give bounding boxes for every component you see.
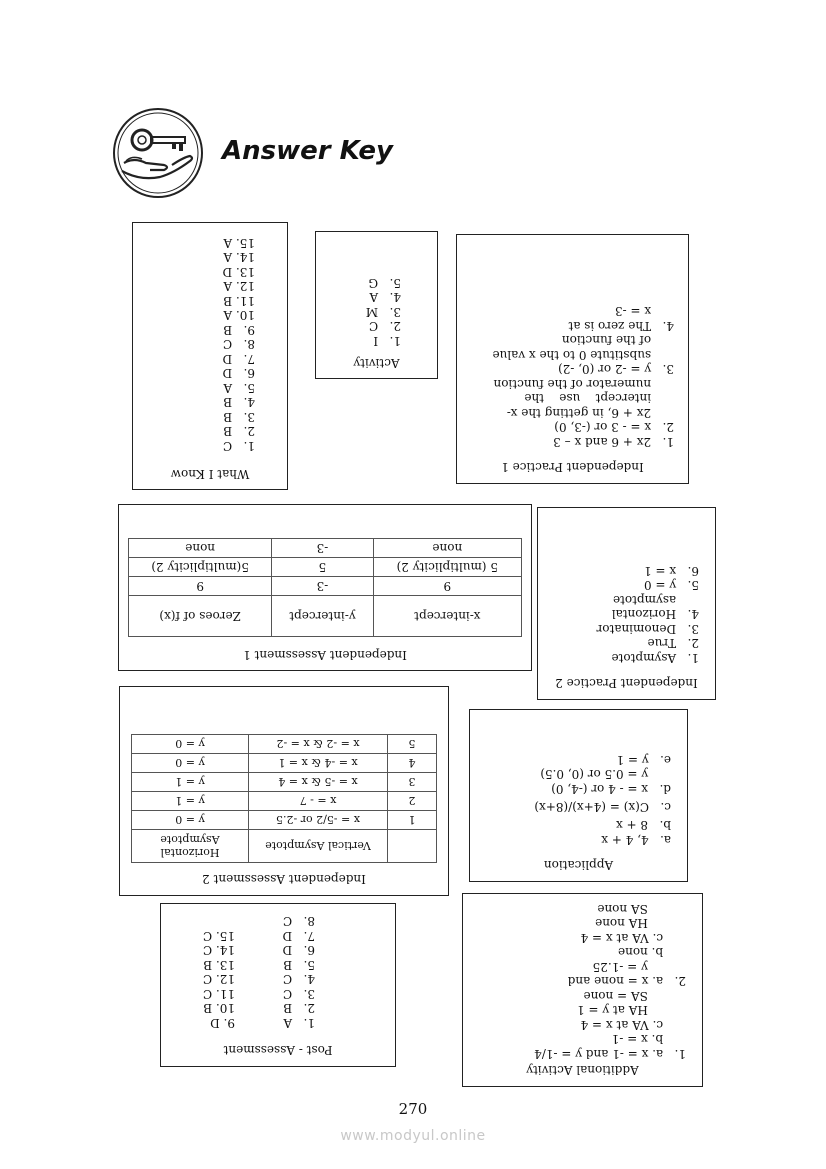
table-header: Horizontal Asymptote — [132, 830, 249, 863]
list-item: 2. x = - 3 or (-3, 0) — [554, 420, 674, 435]
page-title: Answer Key — [222, 136, 393, 166]
list-item: of the function — [561, 333, 674, 348]
list-item: b. 8 + x — [615, 818, 671, 833]
list-item: 7. D — [282, 929, 315, 943]
list-item: y = 0.5 or (0, 0.5) — [540, 767, 671, 782]
independent-assessment-1-box — [118, 504, 532, 671]
list-item: asymptote — [612, 593, 699, 607]
table-cell: 2 — [388, 792, 437, 811]
independent-practice-1-title: Independent Practice 1 — [501, 460, 644, 474]
independent-practice-1-list — [492, 304, 674, 449]
activity-list — [366, 276, 401, 349]
list-item: 1. 2x + 6 and x – 3 — [553, 435, 674, 449]
application-box — [469, 709, 688, 882]
list-item: 14. A — [223, 250, 255, 265]
list-item: 5. B — [283, 958, 315, 972]
post-assessment-box — [160, 903, 396, 1067]
list-item: HA none — [595, 916, 686, 931]
list-item: 12. A — [223, 279, 255, 294]
post-assessment-title: Post - Assessment — [223, 1043, 333, 1057]
list-item: intercept use the — [524, 391, 674, 406]
list-item: 9. B — [223, 323, 255, 337]
table-cell: 5 (multiplicity 2) — [373, 558, 521, 577]
table-cell: x = - 7 — [249, 792, 388, 811]
list-item: 1. I — [373, 334, 401, 348]
watermark: www.modyul.online — [340, 1128, 486, 1144]
table-cell: y = 0 — [132, 811, 249, 830]
list-item: d. x = - 4 or (-4, 0) — [551, 782, 671, 796]
table-header: Vertical Asymptote — [249, 830, 388, 863]
list-item: 1. C — [222, 439, 255, 453]
list-item: 10. B — [203, 1001, 235, 1016]
independent-practice-1-box — [456, 234, 689, 484]
independent-assessment-1-title: Independent Assessment 1 — [243, 648, 407, 662]
list-item: b. none — [618, 945, 686, 960]
list-item: 2x + 6, in getting the x- — [506, 406, 674, 420]
list-item: 8. C — [282, 914, 315, 929]
table-cell: y = 1 — [132, 792, 249, 811]
table-cell: 5 — [272, 558, 373, 577]
table-header: y-intercept — [272, 596, 373, 637]
list-item: 4. A — [369, 290, 401, 305]
table-cell: 1 — [388, 811, 437, 830]
list-item: 2. B — [283, 1001, 315, 1016]
table-cell: y = 1 — [132, 773, 249, 792]
list-item: 3. y = -2 or (0, -2) — [558, 362, 674, 377]
list-item: 4. The zero is at — [568, 319, 674, 333]
list-item: 11. B — [223, 294, 255, 308]
table-cell: x = -4 & x = 1 — [249, 754, 388, 773]
independent-assessment-1-table — [128, 538, 522, 637]
list-item: 6. D — [222, 366, 255, 381]
list-item: 9. D — [210, 1016, 235, 1030]
list-item: c. VA at x = 4 — [580, 1018, 686, 1032]
independent-practice-2-title: Independent Practice 2 — [555, 676, 698, 690]
list-item: 3. M — [365, 305, 401, 319]
list-item: SA none — [597, 902, 686, 916]
list-item: 2. B — [223, 424, 255, 439]
list-item: 1. a. x = -1 and y = -1/4 — [534, 1047, 686, 1061]
independent-assessment-2-table — [131, 734, 437, 863]
additional-activity-list — [534, 902, 686, 1062]
application-title: Application — [543, 858, 614, 872]
list-item: 6. x = 1 — [644, 564, 699, 578]
application-list — [534, 753, 671, 848]
table-cell: 9 — [373, 577, 521, 596]
page-number: 270 — [398, 1100, 428, 1118]
what-i-know-title: What I Know — [170, 467, 250, 481]
table-cell: -3 — [272, 577, 373, 596]
list-item: SA = none — [583, 989, 686, 1003]
list-item: 15. A — [223, 236, 255, 250]
list-item: numerator of the function — [493, 377, 674, 391]
list-item: 3. C — [282, 987, 315, 1001]
table-cell: y = 0 — [132, 735, 249, 754]
list-item: 2. a. x = none and — [567, 974, 686, 989]
activity-title: Activity — [353, 356, 400, 370]
additional-activity-title: Additional Activity — [526, 1063, 639, 1077]
independent-practice-2-box — [537, 507, 716, 700]
list-item: 7. D — [222, 352, 255, 366]
table-cell: x = -5/2 or -2.5 — [249, 811, 388, 830]
list-item: 3. Denominator — [596, 622, 699, 636]
list-item: y = -1.25 — [592, 960, 686, 974]
post-assessment-col-2 — [203, 929, 235, 1031]
list-item: 11. C — [202, 987, 235, 1001]
list-item: 12. C — [202, 972, 235, 987]
list-item: 2. True — [647, 636, 699, 651]
list-item: 5. y = 0 — [644, 578, 699, 593]
list-item: 13. B — [203, 958, 235, 972]
table-cell: x = -2 & x = -2 — [249, 735, 388, 754]
list-item: e. y = 1 — [616, 753, 671, 767]
independent-assessment-2-box — [119, 686, 449, 896]
list-item: 13. D — [222, 265, 255, 279]
table-header: x-intercept — [373, 596, 521, 637]
activity-box — [315, 231, 438, 379]
table-header: Zeroes of f(x) — [129, 596, 272, 637]
independent-practice-2-list — [597, 564, 699, 666]
list-item: 1. Asymptote — [611, 651, 699, 665]
table-header — [388, 830, 437, 863]
table-cell: 5 — [388, 735, 437, 754]
list-item: b. x = -1 — [611, 1032, 686, 1047]
list-item: 2. C — [368, 319, 401, 334]
table-cell: 5(multiplicity 2) — [129, 558, 272, 577]
list-item: 4. B — [223, 395, 255, 410]
list-item: 6. D — [282, 943, 315, 958]
what-i-know-list — [222, 236, 255, 454]
list-item: c. VA at x = 4 — [580, 931, 686, 945]
table-cell: -3 — [272, 539, 373, 558]
list-item: 5. G — [368, 276, 401, 290]
answer-key-logo-icon — [112, 107, 204, 199]
table-cell: x = -5 & x = 4 — [249, 773, 388, 792]
list-item: 14. C — [202, 943, 235, 958]
independent-assessment-2-title: Independent Assessment 2 — [202, 872, 366, 886]
list-item: 1. A — [283, 1016, 315, 1030]
list-item: 5. A — [223, 381, 255, 395]
table-cell: none — [373, 539, 521, 558]
list-item: a. 4, 4 + x — [601, 833, 671, 847]
list-item: substitute 0 to the x value — [492, 348, 674, 362]
what-i-know-box — [132, 222, 288, 490]
list-item: 8. C — [222, 337, 255, 352]
table-cell: y = 0 — [132, 754, 249, 773]
list-item: 4. Horizontal — [611, 607, 699, 622]
list-item: 4. C — [282, 972, 315, 987]
list-item: HA at y = 1 — [577, 1003, 686, 1018]
additional-activity-box — [462, 893, 703, 1087]
post-assessment-col-1 — [282, 914, 315, 1030]
list-item: 10. A — [223, 308, 255, 323]
list-item: 15. C — [202, 929, 235, 943]
list-item: c. C(x) = (4+x)/(8+x) — [534, 800, 671, 814]
table-cell: 9 — [129, 577, 272, 596]
list-item: 3. B — [223, 410, 255, 424]
table-cell: 3 — [388, 773, 437, 792]
table-cell: none — [129, 539, 272, 558]
table-cell: 4 — [388, 754, 437, 773]
list-item: x = -3 — [614, 304, 674, 319]
